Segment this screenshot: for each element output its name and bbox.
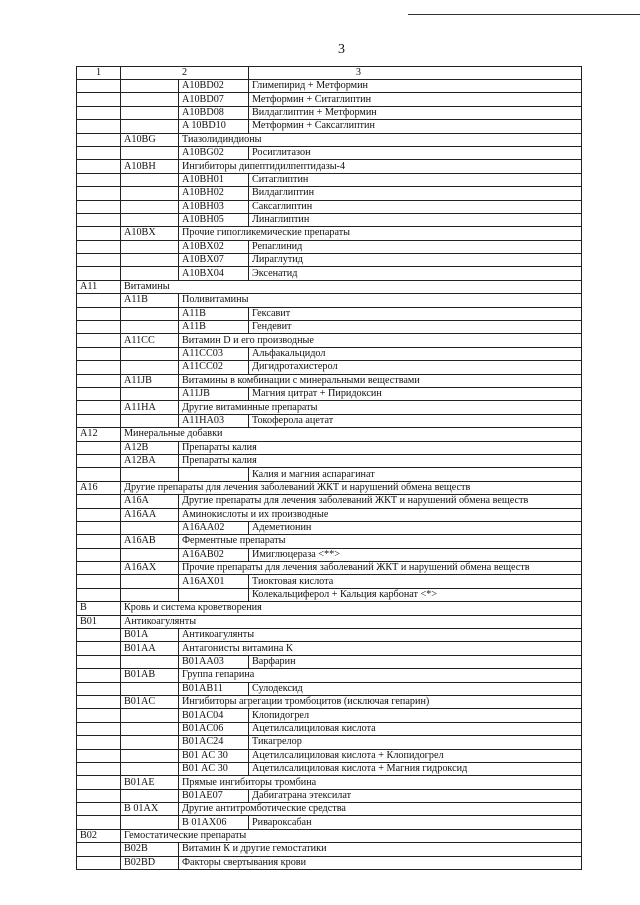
table-row (77, 642, 582, 655)
atc-name: Антагонисты витамина К (179, 642, 582, 655)
table-row (77, 160, 582, 173)
empty-cell (77, 374, 121, 387)
empty-cell (77, 120, 121, 133)
atc-name: Метформин + Ситаглиптин (249, 93, 582, 106)
atc-name: Колекальциферол + Кальция карбонат <*> (249, 588, 582, 601)
atc-name: Тиоктовая кислота (249, 575, 582, 588)
header-col-1: 1 (77, 67, 121, 80)
atc-code (179, 588, 249, 601)
table-row (77, 93, 582, 106)
empty-cell (77, 187, 121, 200)
atc-name: Ацетилсалициловая кислота + Магния гидроксид (249, 762, 582, 775)
atc-name: Дигидротахистерол (249, 361, 582, 374)
atc-code: B02BD (121, 856, 179, 869)
atc-code: B (77, 602, 121, 615)
empty-cell (77, 843, 121, 856)
atc-code: A11CC03 (179, 347, 249, 360)
atc-code: A11B (179, 321, 249, 334)
table-row (77, 454, 582, 467)
atc-name: Кровь и система кроветворения (121, 602, 582, 615)
atc-code: A16AX01 (179, 575, 249, 588)
atc-name: Росиглитазон (249, 146, 582, 159)
table-row (77, 655, 582, 668)
atc-code: A12BA (121, 454, 179, 467)
table-row (77, 240, 582, 253)
atc-name: Эксенатид (249, 267, 582, 280)
empty-cell (77, 321, 121, 334)
empty-cell (121, 106, 179, 119)
empty-cell (77, 736, 121, 749)
empty-cell (77, 227, 121, 240)
atc-name: Ингибиторы агрегации тромбоцитов (исключая гепарин) (179, 695, 582, 708)
atc-code: B01AC (121, 695, 179, 708)
empty-cell (121, 736, 179, 749)
atc-name: Ситаглиптин (249, 173, 582, 186)
empty-cell (77, 682, 121, 695)
atc-code: B01AA (121, 642, 179, 655)
empty-cell (77, 387, 121, 400)
atc-code: B01AC06 (179, 722, 249, 735)
empty-cell (77, 575, 121, 588)
empty-cell (77, 200, 121, 213)
table-row (77, 856, 582, 869)
atc-code: B01A (121, 629, 179, 642)
empty-cell (77, 495, 121, 508)
atc-name: Вилдаглиптин + Метформин (249, 106, 582, 119)
atc-name: Ацетилсалициловая кислота (249, 722, 582, 735)
empty-cell (77, 454, 121, 467)
table-row (77, 695, 582, 708)
table-row (77, 213, 582, 226)
atc-code: A10BX (121, 227, 179, 240)
atc-name: Препараты калия (179, 441, 582, 454)
atc-name: Прочие препараты для лечения заболеваний ЖКТ и нарушений обмена веществ (179, 562, 582, 575)
empty-cell (121, 240, 179, 253)
empty-cell (77, 588, 121, 601)
atc-name: Токоферола ацетат (249, 414, 582, 427)
empty-cell (77, 334, 121, 347)
atc-code: B 01AX06 (179, 816, 249, 829)
empty-cell (121, 749, 179, 762)
atc-name: Витамин К и другие гемостатики (179, 843, 582, 856)
atc-name: Метформин + Саксаглиптин (249, 120, 582, 133)
empty-cell (121, 254, 179, 267)
empty-cell (77, 521, 121, 534)
empty-cell (77, 669, 121, 682)
atc-name: Ривароксабан (249, 816, 582, 829)
table-row (77, 374, 582, 387)
atc-code: A16 (77, 481, 121, 494)
atc-code: A11HA03 (179, 414, 249, 427)
empty-cell (121, 200, 179, 213)
atc-name: Адеметионин (249, 521, 582, 534)
table-row (77, 468, 582, 481)
table-row (77, 709, 582, 722)
atc-code: A10BG02 (179, 146, 249, 159)
table-row (77, 669, 582, 682)
atc-name: Другие препараты для лечения заболеваний ЖКТ и нарушений обмена веществ (121, 481, 582, 494)
empty-cell (77, 776, 121, 789)
empty-cell (77, 762, 121, 775)
atc-code: A12 (77, 428, 121, 441)
atc-code: A10BH (121, 160, 179, 173)
table-header-row (77, 67, 582, 80)
empty-cell (77, 749, 121, 762)
empty-cell (77, 695, 121, 708)
empty-cell (77, 816, 121, 829)
table-row (77, 602, 582, 615)
table-row (77, 548, 582, 561)
table-row (77, 133, 582, 146)
empty-cell (121, 682, 179, 695)
atc-code: A10BG (121, 133, 179, 146)
empty-cell (121, 80, 179, 93)
empty-cell (77, 361, 121, 374)
empty-cell (77, 347, 121, 360)
table-row (77, 80, 582, 93)
atc-name: Клопидогрел (249, 709, 582, 722)
atc-code: B01AE07 (179, 789, 249, 802)
atc-name: Репаглинид (249, 240, 582, 253)
table-row (77, 776, 582, 789)
empty-cell (77, 709, 121, 722)
atc-code: A10BD07 (179, 93, 249, 106)
atc-name: Гемостатические препараты (121, 829, 582, 842)
atc-code: A16AB (121, 535, 179, 548)
empty-cell (121, 387, 179, 400)
atc-name: Магния цитрат + Пиридоксин (249, 387, 582, 400)
empty-cell (121, 321, 179, 334)
header-col-2: 2 (121, 67, 249, 80)
atc-name: Факторы свертывания крови (179, 856, 582, 869)
atc-code: A10BD08 (179, 106, 249, 119)
atc-code: A10BX04 (179, 267, 249, 280)
empty-cell (77, 414, 121, 427)
table-row (77, 321, 582, 334)
empty-cell (121, 468, 179, 481)
empty-cell (77, 80, 121, 93)
empty-cell (121, 146, 179, 159)
empty-cell (121, 414, 179, 427)
atc-name: Тикагрелор (249, 736, 582, 749)
empty-cell (77, 401, 121, 414)
atc-name: Витамин D и его производные (179, 334, 582, 347)
atc-code: B02 (77, 829, 121, 842)
atc-name: Антикоагулянты (179, 629, 582, 642)
empty-cell (121, 267, 179, 280)
empty-cell (77, 789, 121, 802)
table-row (77, 762, 582, 775)
atc-name: Лираглутид (249, 254, 582, 267)
atc-name: Прямые ингибиторы тромбина (179, 776, 582, 789)
empty-cell (77, 722, 121, 735)
table-row (77, 254, 582, 267)
atc-name: Дабигатрана этексилат (249, 789, 582, 802)
empty-cell (77, 160, 121, 173)
table-row (77, 227, 582, 240)
empty-cell (77, 146, 121, 159)
atc-name: Другие витаминные препараты (179, 401, 582, 414)
empty-cell (121, 120, 179, 133)
table-row (77, 200, 582, 213)
atc-name: Аминокислоты и их производные (179, 508, 582, 521)
atc-name: Другие препараты для лечения заболеваний ЖКТ и нарушений обмена веществ (179, 495, 582, 508)
atc-code: B01AC24 (179, 736, 249, 749)
atc-code: A11B (121, 294, 179, 307)
atc-name: Саксаглиптин (249, 200, 582, 213)
table-row (77, 575, 582, 588)
atc-name: Прочие гипогликемические препараты (179, 227, 582, 240)
atc-code: B01 AC 30 (179, 749, 249, 762)
empty-cell (121, 187, 179, 200)
empty-cell (77, 294, 121, 307)
atc-code: B01AB11 (179, 682, 249, 695)
empty-cell (77, 508, 121, 521)
table-row (77, 387, 582, 400)
atc-code: A10BX02 (179, 240, 249, 253)
atc-name: Гексавит (249, 307, 582, 320)
atc-code: A16AA02 (179, 521, 249, 534)
empty-cell (121, 521, 179, 534)
atc-code: A10BH02 (179, 187, 249, 200)
page-number: 3 (338, 42, 345, 57)
atc-code: A16A (121, 495, 179, 508)
atc-code: A12B (121, 441, 179, 454)
empty-cell (121, 173, 179, 186)
atc-code: B01AE (121, 776, 179, 789)
atc-name: Имиглюцераза <**> (249, 548, 582, 561)
atc-name: Витамины (121, 280, 582, 293)
atc-code: A16AA (121, 508, 179, 521)
empty-cell (121, 347, 179, 360)
empty-cell (77, 562, 121, 575)
empty-cell (121, 816, 179, 829)
atc-name: Поливитамины (179, 294, 582, 307)
atc-name: Антикоагулянты (121, 615, 582, 628)
table-row (77, 414, 582, 427)
empty-cell (77, 548, 121, 561)
empty-cell (77, 93, 121, 106)
empty-cell (77, 642, 121, 655)
atc-code: B01 (77, 615, 121, 628)
table-row (77, 521, 582, 534)
atc-code: A10BX07 (179, 254, 249, 267)
table-row (77, 789, 582, 802)
table-row (77, 441, 582, 454)
table-row (77, 495, 582, 508)
atc-code: A10BD02 (179, 80, 249, 93)
empty-cell (77, 468, 121, 481)
atc-name: Витамины в комбинации с минеральными веществами (179, 374, 582, 387)
empty-cell (121, 588, 179, 601)
atc-name: Ферментные препараты (179, 535, 582, 548)
empty-cell (121, 548, 179, 561)
atc-code: A11CC (121, 334, 179, 347)
empty-cell (121, 709, 179, 722)
table-row (77, 588, 582, 601)
atc-name: Варфарин (249, 655, 582, 668)
atc-name: Сулодексид (249, 682, 582, 695)
table-row (77, 481, 582, 494)
table-row (77, 562, 582, 575)
atc-code: B01AC04 (179, 709, 249, 722)
atc-code: A11CC02 (179, 361, 249, 374)
empty-cell (77, 803, 121, 816)
empty-cell (77, 240, 121, 253)
atc-name: Группа гепарина (179, 669, 582, 682)
empty-cell (121, 655, 179, 668)
table-row (77, 682, 582, 695)
table-row (77, 803, 582, 816)
empty-cell (121, 361, 179, 374)
table-row (77, 146, 582, 159)
empty-cell (121, 575, 179, 588)
table-row (77, 816, 582, 829)
atc-name: Препараты калия (179, 454, 582, 467)
table-row (77, 267, 582, 280)
atc-table (76, 66, 582, 870)
table-row (77, 722, 582, 735)
atc-code: A11JB (121, 374, 179, 387)
atc-name: Ингибиторы дипептидилпептидазы-4 (179, 160, 582, 173)
table-row (77, 173, 582, 186)
table-row (77, 106, 582, 119)
table-row (77, 428, 582, 441)
empty-cell (77, 655, 121, 668)
atc-name: Минеральные добавки (121, 428, 582, 441)
table-row (77, 307, 582, 320)
atc-name: Глимепирид + Метформин (249, 80, 582, 93)
table-row (77, 401, 582, 414)
atc-code: A11JB (179, 387, 249, 400)
atc-code: A16AX (121, 562, 179, 575)
table-row (77, 508, 582, 521)
header-col-3: 3 (249, 67, 582, 80)
atc-code: A11B (179, 307, 249, 320)
empty-cell (77, 629, 121, 642)
top-rule (408, 14, 640, 15)
atc-code: A10BH03 (179, 200, 249, 213)
empty-cell (77, 307, 121, 320)
atc-name: Линаглиптин (249, 213, 582, 226)
table-row (77, 347, 582, 360)
atc-name: Тиазолидиндионы (179, 133, 582, 146)
empty-cell (121, 213, 179, 226)
empty-cell (121, 93, 179, 106)
atc-code: B02B (121, 843, 179, 856)
table-row (77, 736, 582, 749)
table-row (77, 187, 582, 200)
table-row (77, 334, 582, 347)
atc-name: Вилдаглиптин (249, 187, 582, 200)
atc-name: Альфакальцидол (249, 347, 582, 360)
empty-cell (77, 441, 121, 454)
atc-code: B01AA03 (179, 655, 249, 668)
empty-cell (121, 789, 179, 802)
empty-cell (77, 267, 121, 280)
table-row (77, 829, 582, 842)
table-row (77, 535, 582, 548)
atc-name: Гендевит (249, 321, 582, 334)
atc-code: A11 (77, 280, 121, 293)
atc-name: Другие антитромботические средства (179, 803, 582, 816)
empty-cell (77, 173, 121, 186)
empty-cell (121, 762, 179, 775)
empty-cell (77, 106, 121, 119)
atc-code: B01AB (121, 669, 179, 682)
empty-cell (77, 133, 121, 146)
table-row (77, 615, 582, 628)
atc-name: Ацетилсалициловая кислота + Клопидогрел (249, 749, 582, 762)
table-row (77, 120, 582, 133)
atc-code: A16AB02 (179, 548, 249, 561)
empty-cell (77, 254, 121, 267)
atc-code: A10BH05 (179, 213, 249, 226)
atc-code (179, 468, 249, 481)
table-row (77, 280, 582, 293)
empty-cell (121, 722, 179, 735)
atc-code: A10BH01 (179, 173, 249, 186)
table-row (77, 749, 582, 762)
table-row (77, 629, 582, 642)
table-row (77, 294, 582, 307)
empty-cell (121, 307, 179, 320)
atc-code: A11HA (121, 401, 179, 414)
table-row (77, 361, 582, 374)
atc-code: B 01AX (121, 803, 179, 816)
empty-cell (77, 856, 121, 869)
empty-cell (77, 213, 121, 226)
atc-name: Калия и магния аспарагинат (249, 468, 582, 481)
atc-code: B01 AC 30 (179, 762, 249, 775)
atc-table-body (77, 67, 582, 870)
table-row (77, 843, 582, 856)
atc-code: A 10BD10 (179, 120, 249, 133)
empty-cell (77, 535, 121, 548)
